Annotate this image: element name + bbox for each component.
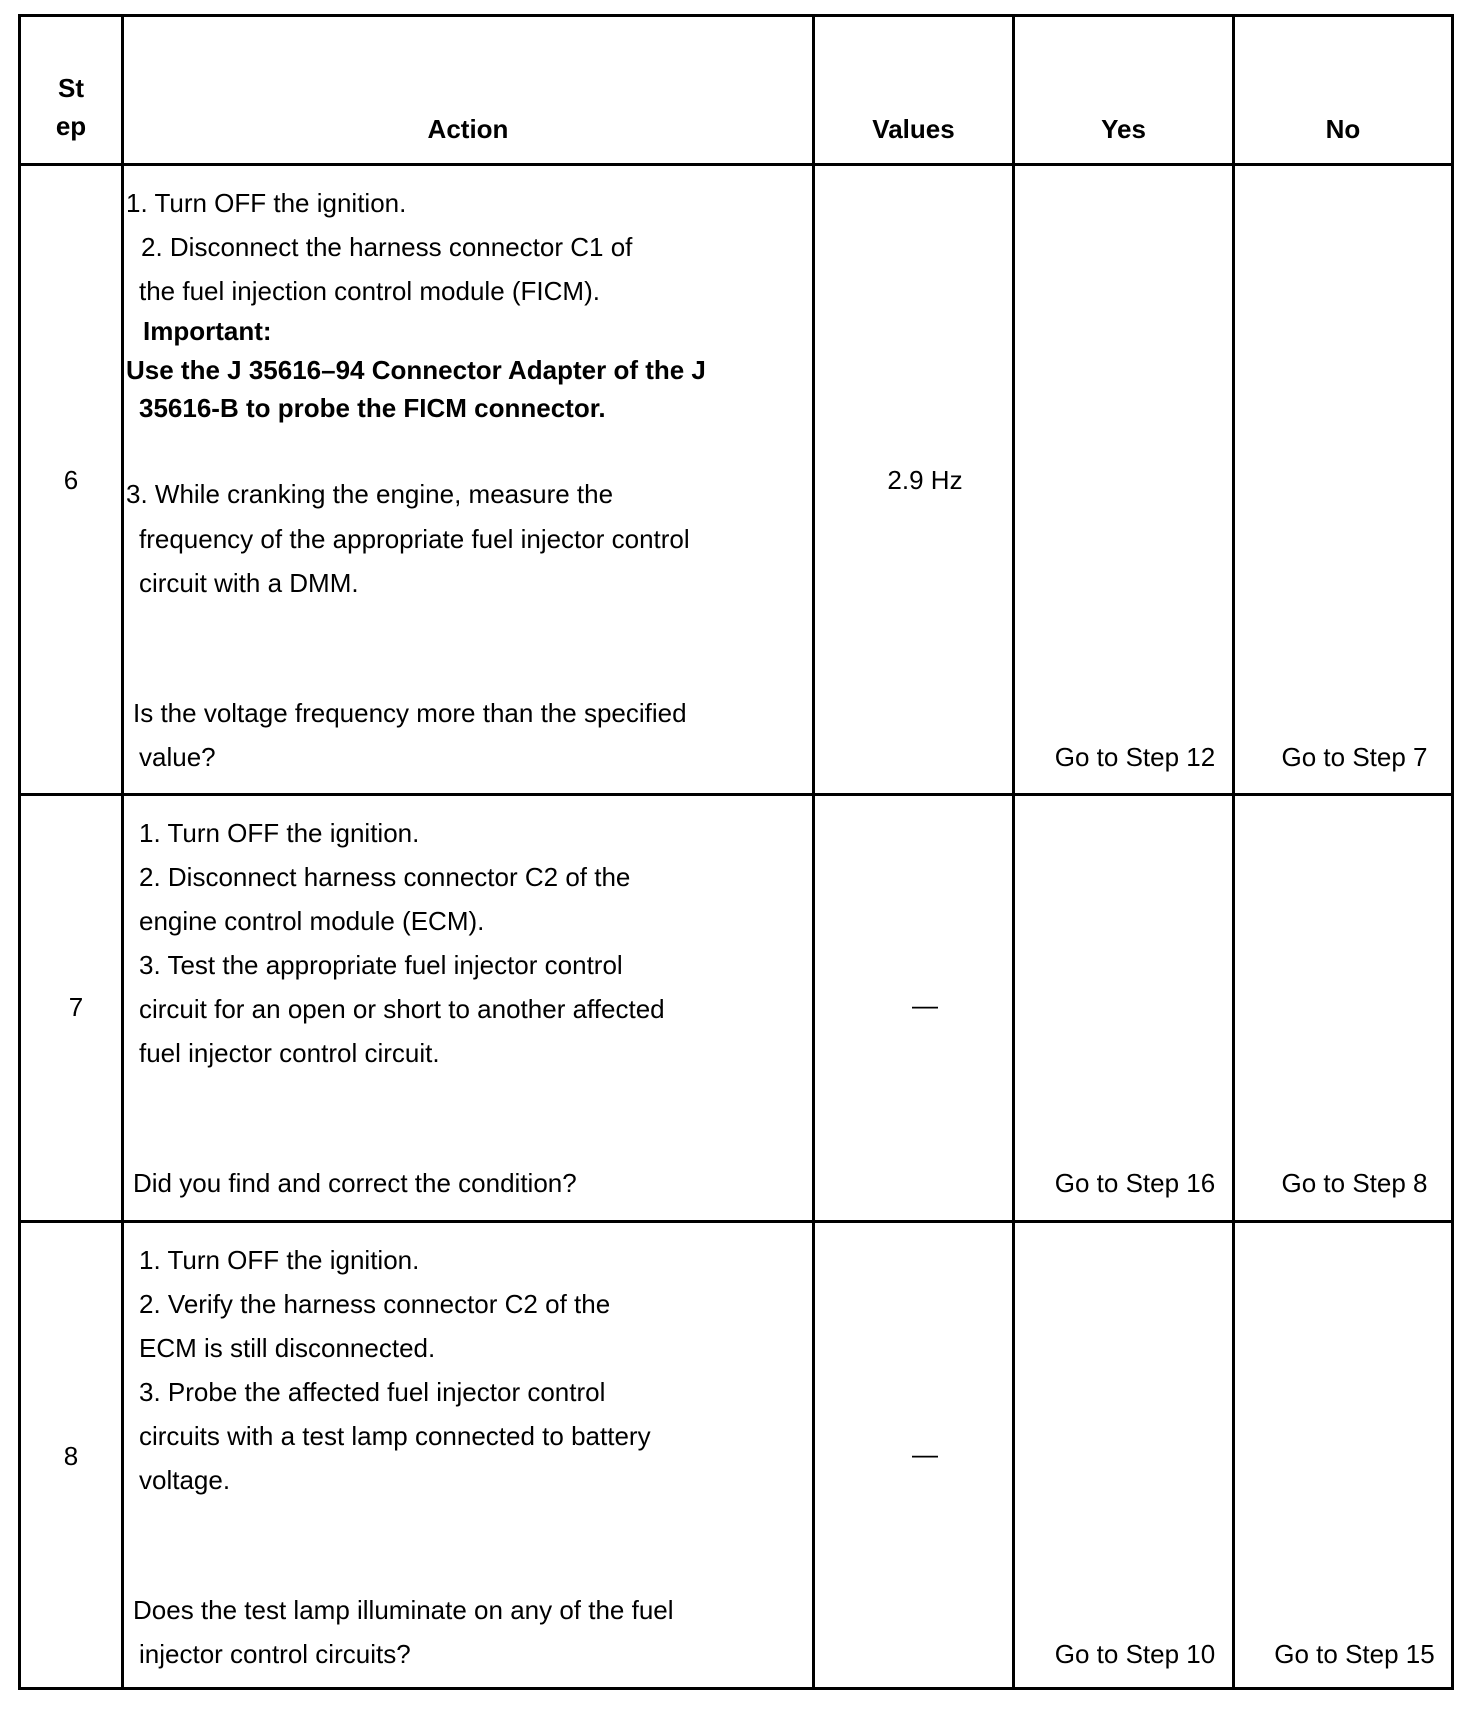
action-line: 1. Turn OFF the ignition. [139, 1245, 420, 1275]
question-line: Does the test lamp illuminate on any of the fuel [133, 1595, 674, 1625]
no-cell: Go to Step 7 [1281, 742, 1428, 772]
question-line: Is the voltage frequency more than the specified [133, 698, 687, 728]
yes-cell: Go to Step 12 [1054, 742, 1216, 772]
action-line: 2. Disconnect the harness connector C1 of [141, 232, 633, 262]
header-step-line1: St [58, 73, 84, 103]
header-no: No [1325, 114, 1361, 144]
header-step-line2: ep [55, 111, 87, 141]
action-line: circuit for an open or short to another affected [139, 994, 665, 1024]
value-cell: — [912, 1439, 938, 1469]
action-line: 2. Disconnect harness connector C2 of the [139, 862, 631, 892]
value-cell: 2.9 Hz [887, 465, 963, 495]
action-line: 3. Test the appropriate fuel injector control [139, 950, 623, 980]
row-divider [21, 1220, 1451, 1223]
action-line: the fuel injection control module (FICM). [139, 276, 600, 306]
no-cell: Go to Step 15 [1274, 1639, 1435, 1669]
action-line: fuel injector control circuit. [139, 1038, 440, 1068]
action-line: engine control module (ECM). [139, 906, 485, 936]
action-line: 3. While cranking the engine, measure the [126, 479, 614, 509]
important-note: Use the J 35616–94 Connector Adapter of the J [126, 355, 706, 385]
action-line: 2. Verify the harness connector C2 of the [139, 1289, 611, 1319]
action-line: voltage. [139, 1465, 231, 1495]
diagnostic-table [18, 14, 1454, 1690]
action-line: 1. Turn OFF the ignition. [139, 818, 420, 848]
no-cell: Go to Step 8 [1281, 1168, 1428, 1198]
question-line: value? [139, 742, 216, 772]
yes-cell: Go to Step 10 [1054, 1639, 1216, 1669]
important-note: 35616-B to probe the FICM connector. [139, 393, 606, 423]
action-line: circuit with a DMM. [139, 568, 359, 598]
value-cell: — [912, 990, 938, 1020]
action-line: 1. Turn OFF the ignition. [126, 188, 407, 218]
column-divider [121, 17, 124, 1687]
action-line: ECM is still disconnected. [139, 1333, 436, 1363]
action-line: 3. Probe the affected fuel injector control [139, 1377, 606, 1407]
header-values: Values [872, 114, 955, 144]
action-line: circuits with a test lamp connected to battery [139, 1421, 651, 1451]
important-label: Important: [143, 316, 272, 346]
yes-cell: Go to Step 16 [1054, 1168, 1216, 1198]
question-line: Did you find and correct the condition? [133, 1168, 577, 1198]
header-divider [21, 163, 1451, 166]
action-line: frequency of the appropriate fuel injector control [139, 524, 690, 554]
step-number: 8 [63, 1441, 79, 1471]
row-divider [21, 793, 1451, 796]
header-action: Action [427, 114, 509, 144]
step-number: 7 [68, 992, 84, 1022]
header-step [21, 69, 121, 145]
question-line: injector control circuits? [139, 1639, 411, 1669]
step-number: 6 [63, 465, 79, 495]
header-yes: Yes [1101, 114, 1146, 144]
column-divider [1232, 17, 1235, 1687]
